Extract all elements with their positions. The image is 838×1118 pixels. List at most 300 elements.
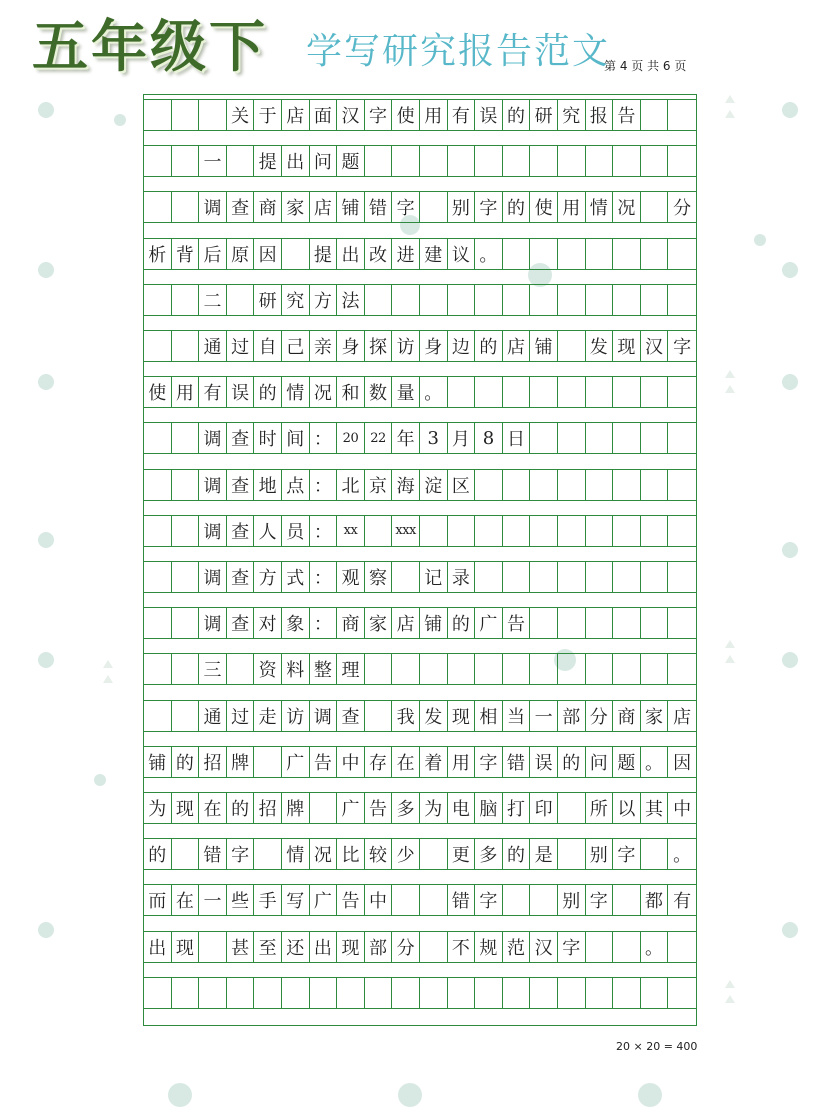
grid-cell: 情 xyxy=(282,376,310,408)
grid-cell: 字 xyxy=(392,191,420,223)
grid-cell: 现 xyxy=(172,792,200,824)
grid-cell: 字 xyxy=(613,838,641,870)
grid-cell: 察 xyxy=(365,561,393,593)
grid-cell: 究 xyxy=(282,284,310,316)
grid-cell: 使 xyxy=(530,191,558,223)
grid-row xyxy=(144,422,696,454)
grid-cell: 走 xyxy=(254,700,282,732)
grid-cell: 背 xyxy=(172,238,200,270)
grid-cell: 的 xyxy=(227,792,255,824)
grid-cell xyxy=(558,792,586,824)
grid-cell xyxy=(586,238,614,270)
grid-cell: 印 xyxy=(530,792,558,824)
grid-cell: 店 xyxy=(668,700,696,732)
grid-cell: 二 xyxy=(199,284,227,316)
grid-row xyxy=(144,376,696,408)
grid-cell xyxy=(365,653,393,685)
grid-cell: 写 xyxy=(282,884,310,916)
grid-row xyxy=(144,561,696,593)
grid-cell xyxy=(144,284,172,316)
grid-cell xyxy=(448,515,476,547)
grid-cell xyxy=(144,469,172,501)
grid-cell xyxy=(586,422,614,454)
grid-cell: 记 xyxy=(420,561,448,593)
grid-cell xyxy=(420,884,448,916)
grid-cell: ： xyxy=(310,469,338,501)
grid-cell: 错 xyxy=(365,191,393,223)
grid-cell xyxy=(172,700,200,732)
grid-cell: 观 xyxy=(337,561,365,593)
grid-cell xyxy=(448,977,476,1009)
grid-cell: 些 xyxy=(227,884,255,916)
grid-cell: 一 xyxy=(199,145,227,177)
grid-cell: 广 xyxy=(310,884,338,916)
grid-row xyxy=(144,238,696,270)
grid-cell xyxy=(254,977,282,1009)
grid-cell: 一 xyxy=(530,700,558,732)
grid-cell: 的 xyxy=(503,838,531,870)
grid-cell xyxy=(144,700,172,732)
grid-cell: 出 xyxy=(310,931,338,963)
grid-cell xyxy=(503,977,531,1009)
grid-cell: 出 xyxy=(144,931,172,963)
grid-row xyxy=(144,191,696,223)
grid-cell xyxy=(613,607,641,639)
grid-cell xyxy=(144,607,172,639)
grid-cell: 的 xyxy=(254,376,282,408)
grid-cell xyxy=(448,145,476,177)
grid-cell: 分 xyxy=(586,700,614,732)
grid-cell: 商 xyxy=(337,607,365,639)
grid-cell: 用 xyxy=(448,746,476,778)
grid-cell: 北 xyxy=(337,469,365,501)
grid-cell xyxy=(641,977,669,1009)
grid-cell: 理 xyxy=(337,653,365,685)
grid-cell: 究 xyxy=(558,99,586,131)
grid-cell: 8 xyxy=(475,422,503,454)
grid-cell: 在 xyxy=(172,884,200,916)
writing-grid xyxy=(143,94,697,1026)
grid-cell xyxy=(641,653,669,685)
grid-cell: 海 xyxy=(392,469,420,501)
grid-cell xyxy=(668,422,696,454)
grid-cell: 人 xyxy=(254,515,282,547)
grid-cell xyxy=(503,515,531,547)
grid-cell: 中 xyxy=(668,792,696,824)
grid-cell: 边 xyxy=(448,330,476,362)
grid-cell: 改 xyxy=(365,238,393,270)
page-indicator: 第 4 页 共 6 页 xyxy=(604,59,687,73)
grid-cell xyxy=(144,653,172,685)
grid-cell: ： xyxy=(310,515,338,547)
grid-row xyxy=(144,145,696,177)
grid-cell xyxy=(254,838,282,870)
grid-cell xyxy=(420,838,448,870)
grid-cell xyxy=(641,238,669,270)
grid-cell xyxy=(475,376,503,408)
grid-cell xyxy=(558,838,586,870)
grid-cell xyxy=(282,238,310,270)
grid-cell: 情 xyxy=(282,838,310,870)
grid-row xyxy=(144,330,696,362)
grid-cell: xxx xyxy=(392,515,420,547)
grid-cell xyxy=(530,145,558,177)
grid-cell xyxy=(365,700,393,732)
grid-cell xyxy=(558,238,586,270)
grid-cell xyxy=(392,977,420,1009)
grid-cell: 况 xyxy=(310,838,338,870)
grid-cell xyxy=(199,977,227,1009)
grid-cell xyxy=(420,191,448,223)
grid-cell xyxy=(144,145,172,177)
grid-cell xyxy=(475,515,503,547)
grid-cell: 调 xyxy=(199,561,227,593)
grid-cell: 牌 xyxy=(227,746,255,778)
grid-cell xyxy=(668,931,696,963)
grid-cell xyxy=(641,838,669,870)
grid-cell xyxy=(172,284,200,316)
grid-cell xyxy=(530,376,558,408)
grid-cell xyxy=(365,515,393,547)
grid-cell: 铺 xyxy=(530,330,558,362)
grid-cell: 别 xyxy=(586,838,614,870)
grid-cell: 家 xyxy=(641,700,669,732)
grid-cell: 3 xyxy=(420,422,448,454)
grid-cell: 店 xyxy=(310,191,338,223)
grid-cell: 己 xyxy=(282,330,310,362)
grid-cell: 录 xyxy=(448,561,476,593)
grid-cell: 汉 xyxy=(530,931,558,963)
grid-cell xyxy=(254,746,282,778)
grid-cell: 查 xyxy=(227,469,255,501)
grid-cell: 误 xyxy=(475,99,503,131)
grid-cell: 在 xyxy=(392,746,420,778)
grid-cell xyxy=(144,191,172,223)
grid-cell xyxy=(558,561,586,593)
grid-cell: 范 xyxy=(503,931,531,963)
grid-cell: 研 xyxy=(530,99,558,131)
grid-cell: 甚 xyxy=(227,931,255,963)
grid-cell: 后 xyxy=(199,238,227,270)
grid-cell xyxy=(586,561,614,593)
grid-cell: 于 xyxy=(254,99,282,131)
grid-cell: 问 xyxy=(310,145,338,177)
grid-cell: 牌 xyxy=(282,792,310,824)
grid-cell: ： xyxy=(310,561,338,593)
grid-cell: 发 xyxy=(420,700,448,732)
grid-cell: 月 xyxy=(448,422,476,454)
grid-cell: 查 xyxy=(227,607,255,639)
grid-cell: 。 xyxy=(641,746,669,778)
grid-cell xyxy=(530,284,558,316)
grid-cell xyxy=(144,99,172,131)
grid-cell xyxy=(558,376,586,408)
grid-cell: 手 xyxy=(254,884,282,916)
grid-cell: 查 xyxy=(227,422,255,454)
grid-cell: 时 xyxy=(254,422,282,454)
grid-cell xyxy=(558,653,586,685)
grid-row xyxy=(144,884,696,916)
grid-cell: 关 xyxy=(227,99,255,131)
grid-cell: 别 xyxy=(448,191,476,223)
grid-cell xyxy=(530,515,558,547)
grid-cell: 数 xyxy=(365,376,393,408)
grid-cell: ： xyxy=(310,607,338,639)
grid-cell: 地 xyxy=(254,469,282,501)
grid-cell: 更 xyxy=(448,838,476,870)
grid-cell: 员 xyxy=(282,515,310,547)
grid-cell: 商 xyxy=(613,700,641,732)
grid-cell: 多 xyxy=(475,838,503,870)
grid-cell: 规 xyxy=(475,931,503,963)
grid-cell xyxy=(503,561,531,593)
grid-cell: 都 xyxy=(641,884,669,916)
grid-cell: 相 xyxy=(475,700,503,732)
grid-row xyxy=(144,653,696,685)
grid-cell: 查 xyxy=(227,561,255,593)
grid-cell: 多 xyxy=(392,792,420,824)
grid-cell xyxy=(530,561,558,593)
grid-cell: 别 xyxy=(558,884,586,916)
grid-cell: 分 xyxy=(392,931,420,963)
grid-cell: 自 xyxy=(254,330,282,362)
grid-cell xyxy=(586,977,614,1009)
grid-cell: 字 xyxy=(558,931,586,963)
grid-cell: 访 xyxy=(282,700,310,732)
grid-cell: 中 xyxy=(365,884,393,916)
grid-cell: 分 xyxy=(668,191,696,223)
grid-cell: 误 xyxy=(530,746,558,778)
grid-cell xyxy=(530,884,558,916)
grid-cell xyxy=(172,561,200,593)
grid-cell xyxy=(420,284,448,316)
grid-cell: 店 xyxy=(282,99,310,131)
grid-cell: 况 xyxy=(310,376,338,408)
grid-cell: 进 xyxy=(392,238,420,270)
grid-cell: 调 xyxy=(310,700,338,732)
grid-cell: 至 xyxy=(254,931,282,963)
grid-cell xyxy=(613,977,641,1009)
grid-cell xyxy=(586,515,614,547)
grid-cell: 铺 xyxy=(337,191,365,223)
grid-cell xyxy=(613,145,641,177)
grid-cell: 汉 xyxy=(641,330,669,362)
grid-cell: 日 xyxy=(503,422,531,454)
grid-cell xyxy=(668,561,696,593)
grid-row xyxy=(144,931,696,963)
grid-cell xyxy=(392,561,420,593)
grid-cell xyxy=(586,469,614,501)
grid-cell: 有 xyxy=(448,99,476,131)
grid-cell xyxy=(530,653,558,685)
grid-cell xyxy=(144,330,172,362)
grid-cell xyxy=(558,469,586,501)
grid-row xyxy=(144,607,696,639)
grid-cell: 析 xyxy=(144,238,172,270)
grid-cell: 题 xyxy=(613,746,641,778)
grid-cell: 用 xyxy=(558,191,586,223)
grid-cell: 身 xyxy=(337,330,365,362)
grid-cell: 其 xyxy=(641,792,669,824)
grid-cell xyxy=(641,561,669,593)
grid-cell: 过 xyxy=(227,330,255,362)
grid-row xyxy=(144,284,696,316)
grid-cell: 面 xyxy=(310,99,338,131)
grid-cell: 使 xyxy=(392,99,420,131)
grid-cell xyxy=(503,284,531,316)
grid-cell xyxy=(530,238,558,270)
grid-cell: 议 xyxy=(448,238,476,270)
grid-cell xyxy=(227,284,255,316)
grid-cell: 查 xyxy=(337,700,365,732)
grid-cell: 告 xyxy=(365,792,393,824)
grid-cell xyxy=(420,653,448,685)
grid-cell xyxy=(172,145,200,177)
grid-row xyxy=(144,838,696,870)
grid-cell xyxy=(172,515,200,547)
grid-cell: 不 xyxy=(448,931,476,963)
grid-cell xyxy=(668,99,696,131)
grid-cell: 方 xyxy=(254,561,282,593)
grid-cell: 少 xyxy=(392,838,420,870)
grid-cell: 问 xyxy=(586,746,614,778)
grid-cell xyxy=(172,422,200,454)
grid-cell xyxy=(475,977,503,1009)
grid-cell: 三 xyxy=(199,653,227,685)
grid-cell xyxy=(337,977,365,1009)
grid-row xyxy=(144,746,696,778)
grid-cell xyxy=(641,607,669,639)
grid-cell: 招 xyxy=(199,746,227,778)
grid-cell xyxy=(641,515,669,547)
grid-cell: 当 xyxy=(503,700,531,732)
grid-cell xyxy=(172,99,200,131)
grid-cell xyxy=(613,238,641,270)
grid-cell: xx xyxy=(337,515,365,547)
grid-cell xyxy=(586,931,614,963)
grid-cell: 京 xyxy=(365,469,393,501)
grid-cell: 告 xyxy=(337,884,365,916)
grid-cell xyxy=(227,145,255,177)
grid-cell: 店 xyxy=(392,607,420,639)
grid-cell: 资 xyxy=(254,653,282,685)
grid-row xyxy=(144,515,696,547)
grid-cell xyxy=(668,284,696,316)
grid-cell xyxy=(530,469,558,501)
grid-cell: 过 xyxy=(227,700,255,732)
grid-cell xyxy=(392,653,420,685)
grid-cell: 查 xyxy=(227,191,255,223)
grid-cell: 。 xyxy=(641,931,669,963)
grid-cell xyxy=(503,238,531,270)
grid-cell xyxy=(172,469,200,501)
grid-cell: 招 xyxy=(254,792,282,824)
grid-cell xyxy=(530,607,558,639)
grid-cell: 告 xyxy=(613,99,641,131)
grid-cell: 情 xyxy=(586,191,614,223)
grid-cell: 20 xyxy=(337,422,365,454)
grid-cell: 调 xyxy=(199,191,227,223)
grid-cell xyxy=(392,884,420,916)
grid-cell: 中 xyxy=(337,746,365,778)
grid-cell xyxy=(641,469,669,501)
grid-cell: 脑 xyxy=(475,792,503,824)
grid-cell xyxy=(420,515,448,547)
grid-cell: 式 xyxy=(282,561,310,593)
grid-cell xyxy=(503,653,531,685)
grid-cell: 的 xyxy=(503,99,531,131)
grid-cell xyxy=(668,145,696,177)
grid-cell xyxy=(586,607,614,639)
grid-cell xyxy=(641,376,669,408)
grid-cell: 探 xyxy=(365,330,393,362)
grid-cell xyxy=(475,561,503,593)
grid-cell: 广 xyxy=(282,746,310,778)
grid-cell: 料 xyxy=(282,653,310,685)
grid-cell xyxy=(199,99,227,131)
grid-cell: 打 xyxy=(503,792,531,824)
grid-cell: 对 xyxy=(254,607,282,639)
grid-cell: 通 xyxy=(199,330,227,362)
grid-cell xyxy=(558,515,586,547)
grid-cell: 还 xyxy=(282,931,310,963)
grid-cell xyxy=(503,469,531,501)
grid-cell: 告 xyxy=(503,607,531,639)
grid-row xyxy=(144,792,696,824)
character-count: 20 × 20 = 400 xyxy=(616,1040,698,1053)
grid-cell: 。 xyxy=(420,376,448,408)
grid-cell xyxy=(613,561,641,593)
grid-cell xyxy=(144,422,172,454)
grid-cell: 的 xyxy=(475,330,503,362)
grid-cell xyxy=(668,469,696,501)
grid-cell xyxy=(172,607,200,639)
grid-cell xyxy=(420,977,448,1009)
grid-cell xyxy=(503,884,531,916)
grid-cell xyxy=(475,284,503,316)
grid-cell: 以 xyxy=(613,792,641,824)
grid-row xyxy=(144,700,696,732)
grid-cell xyxy=(392,284,420,316)
grid-cell xyxy=(668,977,696,1009)
grid-cell: 。 xyxy=(668,838,696,870)
grid-cell xyxy=(365,284,393,316)
grid-cell xyxy=(586,376,614,408)
grid-cell: 电 xyxy=(448,792,476,824)
grid-cell: 的 xyxy=(144,838,172,870)
grid-cell: 广 xyxy=(337,792,365,824)
grid-cell: 建 xyxy=(420,238,448,270)
grid-cell: 调 xyxy=(199,515,227,547)
grid-cell xyxy=(586,145,614,177)
grid-cell: 告 xyxy=(310,746,338,778)
grid-cell xyxy=(227,977,255,1009)
grid-cell xyxy=(172,653,200,685)
grid-cell xyxy=(448,653,476,685)
grid-cell: 提 xyxy=(310,238,338,270)
grid-cell: 提 xyxy=(254,145,282,177)
grid-cell: 法 xyxy=(337,284,365,316)
grid-cell xyxy=(613,376,641,408)
grade-title: 五年级下 xyxy=(32,14,268,80)
grid-cell: 出 xyxy=(337,238,365,270)
grid-cell: 字 xyxy=(586,884,614,916)
grid-cell: 是 xyxy=(530,838,558,870)
grid-cell xyxy=(530,422,558,454)
grid-cell: 字 xyxy=(227,838,255,870)
grid-cell: 部 xyxy=(365,931,393,963)
grid-cell: 错 xyxy=(199,838,227,870)
